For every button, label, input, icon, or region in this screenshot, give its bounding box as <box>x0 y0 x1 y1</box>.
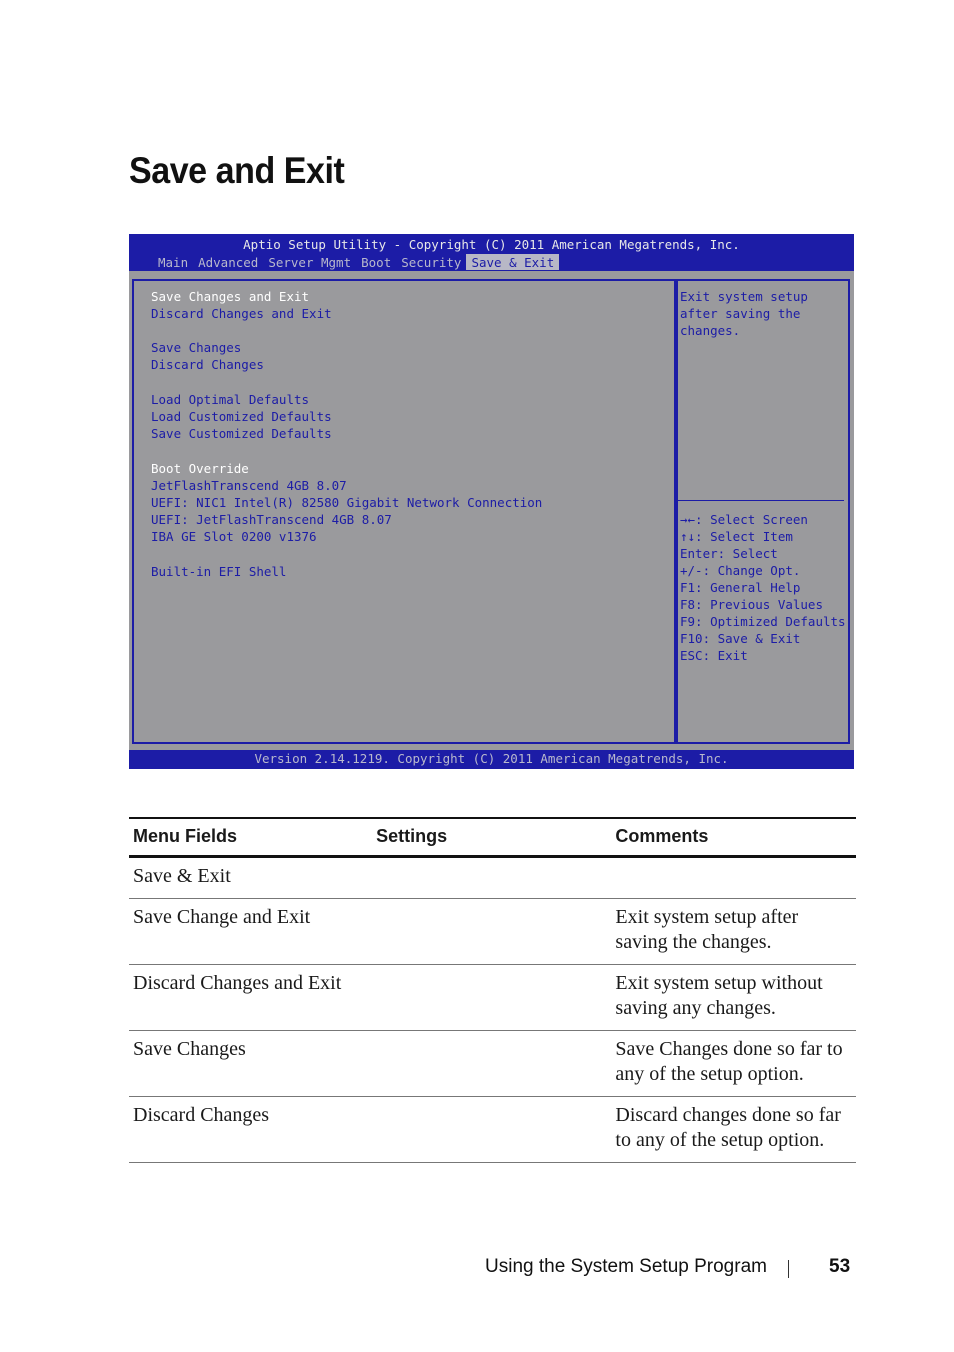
table-row <box>129 857 856 899</box>
cell-comment: Exit system setup after saving the changes. <box>611 899 856 965</box>
bios-status-bar <box>129 750 854 769</box>
table-header-row <box>129 818 856 857</box>
menu-item-save-changes[interactable]: Save Changes <box>151 340 242 355</box>
help-text-line: Exit system setup <box>680 289 808 304</box>
cell-comment: Save Changes done so far to any of the setup option. <box>611 1031 856 1097</box>
table-row <box>129 1031 856 1097</box>
cell-setting <box>372 965 611 1031</box>
cell-setting <box>372 1097 611 1163</box>
cell-menu-field: Discard Changes <box>129 1097 372 1163</box>
bios-screenshot <box>129 234 854 769</box>
menu-item-boot-uefi-jetflash[interactable]: UEFI: JetFlashTranscend 4GB 8.07 <box>151 512 392 527</box>
key-hint: F9: Optimized Defaults <box>680 614 846 629</box>
menu-item-boot-iba[interactable]: IBA GE Slot 0200 v1376 <box>151 529 317 544</box>
key-hint: F10: Save & Exit <box>680 631 801 646</box>
menu-item-discard-changes[interactable]: Discard Changes <box>151 357 264 372</box>
cell-menu-field: Save Changes <box>129 1031 372 1097</box>
footer-separator <box>788 1260 789 1278</box>
tab-boot[interactable]: Boot <box>361 255 392 270</box>
tab-advanced[interactable]: Advanced <box>198 255 259 270</box>
key-hint: F8: Previous Values <box>680 597 823 612</box>
page-number: 53 <box>829 1256 851 1277</box>
cell-setting <box>372 899 611 965</box>
cell-comment: Exit system setup without saving any changes. <box>611 965 856 1031</box>
menu-item-boot-uefi-nic[interactable]: UEFI: NIC1 Intel(R) 82580 Gigabit Network Connection <box>151 495 543 510</box>
key-hint: +/-: Change Opt. <box>680 563 801 578</box>
key-hint: →←: Select Screen <box>680 512 808 527</box>
cell-menu-field: Save Change and Exit <box>129 899 372 965</box>
key-hint: ↑↓: Select Item <box>680 529 793 544</box>
menu-item-boot-jetflash[interactable]: JetFlashTranscend 4GB 8.07 <box>151 478 347 493</box>
tab-security[interactable]: Security <box>401 255 462 270</box>
tab-main[interactable]: Main <box>158 255 189 270</box>
key-hint: F1: General Help <box>680 580 801 595</box>
help-text-line: after saving the <box>680 306 801 321</box>
boot-override-heading: Boot Override <box>151 461 249 476</box>
cell-comment: Discard changes done so far to any of the setup option. <box>611 1097 856 1163</box>
help-divider <box>678 500 844 501</box>
tab-save-exit[interactable]: Save & Exit <box>466 254 559 270</box>
bios-title: Aptio Setup Utility - Copyright (C) 2011 American Megatrends, Inc. <box>243 237 740 252</box>
cell-comment <box>611 857 856 899</box>
cell-setting <box>372 857 611 899</box>
page-title: Save and Exit <box>129 150 345 191</box>
key-hint: ESC: Exit <box>680 648 748 663</box>
menu-item-save-customized-defaults[interactable]: Save Customized Defaults <box>151 426 332 441</box>
menu-item-load-customized-defaults[interactable]: Load Customized Defaults <box>151 409 332 424</box>
col-header-menu-fields: Menu Fields <box>129 818 372 857</box>
col-header-settings: Settings <box>372 818 611 857</box>
help-text-line: changes. <box>680 323 741 338</box>
settings-table <box>129 817 856 1163</box>
cell-menu-field: Discard Changes and Exit <box>129 965 372 1031</box>
menu-item-discard-changes-and-exit[interactable]: Discard Changes and Exit <box>151 306 332 321</box>
bios-title-bar <box>129 234 854 271</box>
tab-server-mgmt[interactable]: Server Mgmt <box>268 255 352 270</box>
menu-item-load-optimal-defaults[interactable]: Load Optimal Defaults <box>151 392 310 407</box>
menu-item-save-changes-and-exit[interactable]: Save Changes and Exit <box>151 289 310 304</box>
cell-setting <box>372 1031 611 1097</box>
menu-item-builtin-efi-shell[interactable]: Built-in EFI Shell <box>151 564 287 579</box>
key-hint: Enter: Select <box>680 546 778 561</box>
bios-tab-bar <box>153 254 559 270</box>
table-row <box>129 1097 856 1163</box>
footer-section-title: Using the System Setup Program <box>485 1256 767 1277</box>
col-header-comments: Comments <box>611 818 856 857</box>
table-row <box>129 965 856 1031</box>
cell-menu-field: Save & Exit <box>129 857 372 899</box>
table-row <box>129 899 856 965</box>
bios-version: Version 2.14.1219. Copyright (C) 2011 American Megatrends, Inc. <box>254 751 729 766</box>
